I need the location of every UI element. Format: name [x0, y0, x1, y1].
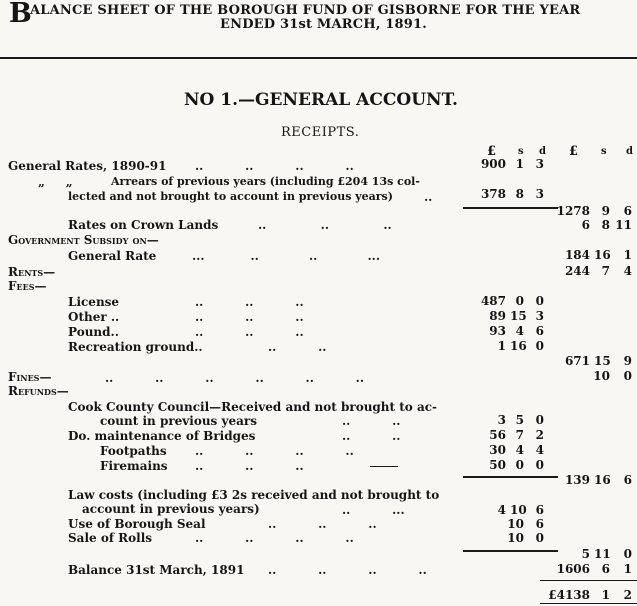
leader-dots: .. .. .. .. — [195, 444, 354, 458]
row-label: Balance 31st March, 1891 — [68, 563, 245, 577]
leader-dots: .. .. .. .. — [195, 531, 354, 545]
row-label: Arrears of previous years (including £204 13s col- — [111, 175, 420, 188]
outer-pounds: 5 — [581, 547, 590, 561]
col-inner-pounds: £ — [487, 144, 497, 159]
subtotal-rule — [463, 476, 558, 478]
row-label: General Rates, 1890-91 — [8, 159, 167, 173]
inner-shillings: 1 — [515, 157, 524, 171]
col-inner-shillings: s — [518, 146, 524, 157]
section-title: NO 1.—GENERAL ACCOUNT. — [184, 90, 458, 110]
row-label: Firemains — [100, 459, 168, 473]
leader-dots: ... .. .. ... — [192, 249, 380, 263]
leader-dots: .. .. .. .. — [195, 159, 354, 173]
inner-shillings: 16 — [510, 339, 527, 353]
outer-shillings: 11 — [594, 547, 611, 561]
outer-pence: 1 — [623, 562, 632, 576]
outer-shillings: 6 — [601, 562, 610, 576]
row-label: Other .. — [68, 310, 120, 324]
leader-dots: .. .. .. — [195, 459, 304, 473]
outer-pounds: 1606 — [556, 562, 590, 576]
outer-shillings: 15 — [594, 354, 611, 368]
grand-total-pounds: £4138 — [548, 588, 590, 602]
outer-shillings: 9 — [601, 204, 610, 218]
outer-pounds: 184 — [564, 248, 590, 262]
outer-pence: 0 — [623, 547, 632, 561]
outer-shillings: 7 — [601, 264, 610, 278]
outer-pounds: 6 — [581, 218, 590, 232]
leader-dots: .. .. .. — [195, 295, 304, 309]
inner-shillings: 10 — [510, 503, 527, 517]
outer-shillings: 10 — [593, 369, 610, 383]
inner-pence: 6 — [535, 517, 544, 531]
row-label: Government Subsidy on— — [8, 233, 159, 247]
outer-shillings: 16 — [594, 473, 611, 487]
row-label: Cook County Council—Received and not brought to ac- — [68, 400, 438, 414]
inner-pounds: 4 — [497, 503, 506, 517]
inner-shillings: 4 — [515, 324, 524, 338]
leader-dots: .. — [424, 190, 433, 204]
inner-pence: 0 — [535, 339, 544, 353]
row-label: Fines— — [8, 370, 52, 384]
row-label: Do. maintenance of Bridges — [68, 429, 256, 443]
outer-shillings: 8 — [601, 218, 610, 232]
inner-pence: 0 — [535, 531, 544, 545]
inner-shillings: 0 — [515, 294, 524, 308]
inner-shillings: 0 — [515, 458, 524, 472]
outer-shillings: 16 — [594, 248, 611, 262]
leader-dots: .. ... — [342, 503, 405, 517]
inner-pence: 0 — [535, 458, 544, 472]
inner-pence: 4 — [535, 443, 544, 457]
leader-dots: .. .. — [342, 429, 401, 443]
inner-shillings: 10 — [507, 517, 524, 531]
inner-pounds: 93 — [489, 324, 506, 338]
inner-pence: 3 — [535, 309, 544, 323]
row-label: Rates on Crown Lands — [68, 218, 219, 232]
subtotal-rule — [463, 550, 558, 552]
inner-shillings: 5 — [515, 413, 524, 427]
leader-dots: .. .. .. .. .. .. — [105, 371, 365, 385]
subtotal-rule — [463, 207, 558, 209]
title-line-1: ALANCE SHEET OF THE BOROUGH FUND OF GISBORNE FOR THE YEAR — [30, 3, 581, 18]
row-label: Fees— — [8, 279, 47, 293]
row-label: lected and not brought to account in previous years) — [68, 190, 393, 203]
leader-dots: .. .. — [268, 340, 327, 354]
col-outer-pounds: £ — [569, 144, 579, 159]
outer-pounds: 139 — [564, 473, 590, 487]
row-label: Law costs (including £3 2s received and not brought to — [68, 488, 440, 502]
inner-shillings: 15 — [510, 309, 527, 323]
leader-dots: .. .. .. — [195, 325, 304, 339]
outer-pounds: 1278 — [556, 204, 590, 218]
total-rule — [540, 580, 637, 581]
inner-pounds: 56 — [489, 428, 506, 442]
leader-dots: .. .. .. — [268, 517, 377, 531]
inner-pence: 6 — [535, 324, 544, 338]
col-outer-pence: d — [626, 146, 633, 157]
grand-total-pence: 2 — [623, 588, 632, 602]
row-label: Recreation ground.. — [68, 340, 203, 354]
header-divider — [0, 57, 637, 59]
inner-pounds: 487 — [480, 294, 506, 308]
outer-pounds: 671 — [564, 354, 590, 368]
inner-pounds: 50 — [489, 458, 506, 472]
col-inner-pence: d — [539, 146, 546, 157]
inner-shillings: 8 — [515, 187, 524, 201]
outer-pence: 4 — [623, 264, 632, 278]
inner-shillings: 4 — [515, 443, 524, 457]
row-label: Sale of Rolls — [68, 531, 153, 545]
leader-dots: .. .. .. .. — [268, 563, 427, 577]
inner-pence: 0 — [535, 413, 544, 427]
row-label: account in previous years) — [82, 502, 260, 516]
outer-pence: 6 — [623, 473, 632, 487]
receipts-heading: RECEIPTS. — [281, 125, 360, 140]
outer-pence: 6 — [623, 204, 632, 218]
ditto-marks: „ „ — [38, 175, 73, 189]
row-label: General Rate — [68, 249, 157, 263]
col-outer-shillings: s — [601, 146, 607, 157]
inner-pence: 3 — [535, 157, 544, 171]
inner-pounds: 1 — [497, 339, 506, 353]
title-line-2: ENDED 31st MARCH, 1891. — [220, 17, 427, 32]
leader-dots: .. .. .. — [195, 310, 304, 324]
row-label: Refunds— — [8, 384, 69, 398]
outer-pence: 1 — [623, 248, 632, 262]
row-label: Use of Borough Seal — [68, 517, 206, 531]
outer-pence: 11 — [615, 218, 632, 232]
inner-pence: 3 — [535, 187, 544, 201]
row-label: Footpaths — [100, 444, 167, 458]
leader-dots: .. .. .. — [258, 218, 392, 232]
outer-pounds: 244 — [564, 264, 590, 278]
row-label: License — [68, 295, 120, 309]
total-double-rule — [540, 603, 637, 604]
inner-pence: 2 — [535, 428, 544, 442]
inner-pounds: 3 — [497, 413, 506, 427]
row-label: Rents— — [8, 265, 56, 279]
decorative-dash — [370, 466, 398, 467]
inner-pence: 0 — [535, 294, 544, 308]
grand-total-shillings: 1 — [601, 588, 610, 602]
inner-pounds: 89 — [489, 309, 506, 323]
row-label: Pound.. — [68, 325, 119, 339]
outer-pence: 0 — [623, 369, 632, 383]
inner-pounds: 30 — [489, 443, 506, 457]
inner-shillings: 7 — [515, 428, 524, 442]
title-drop-cap: B — [9, 0, 32, 29]
inner-pounds: 900 — [480, 157, 506, 171]
inner-shillings: 10 — [507, 531, 524, 545]
outer-pence: 9 — [623, 354, 632, 368]
leader-dots: .. .. — [342, 414, 401, 428]
row-label: count in previous years — [100, 414, 257, 428]
inner-pence: 6 — [535, 503, 544, 517]
inner-pounds: 378 — [480, 187, 506, 201]
